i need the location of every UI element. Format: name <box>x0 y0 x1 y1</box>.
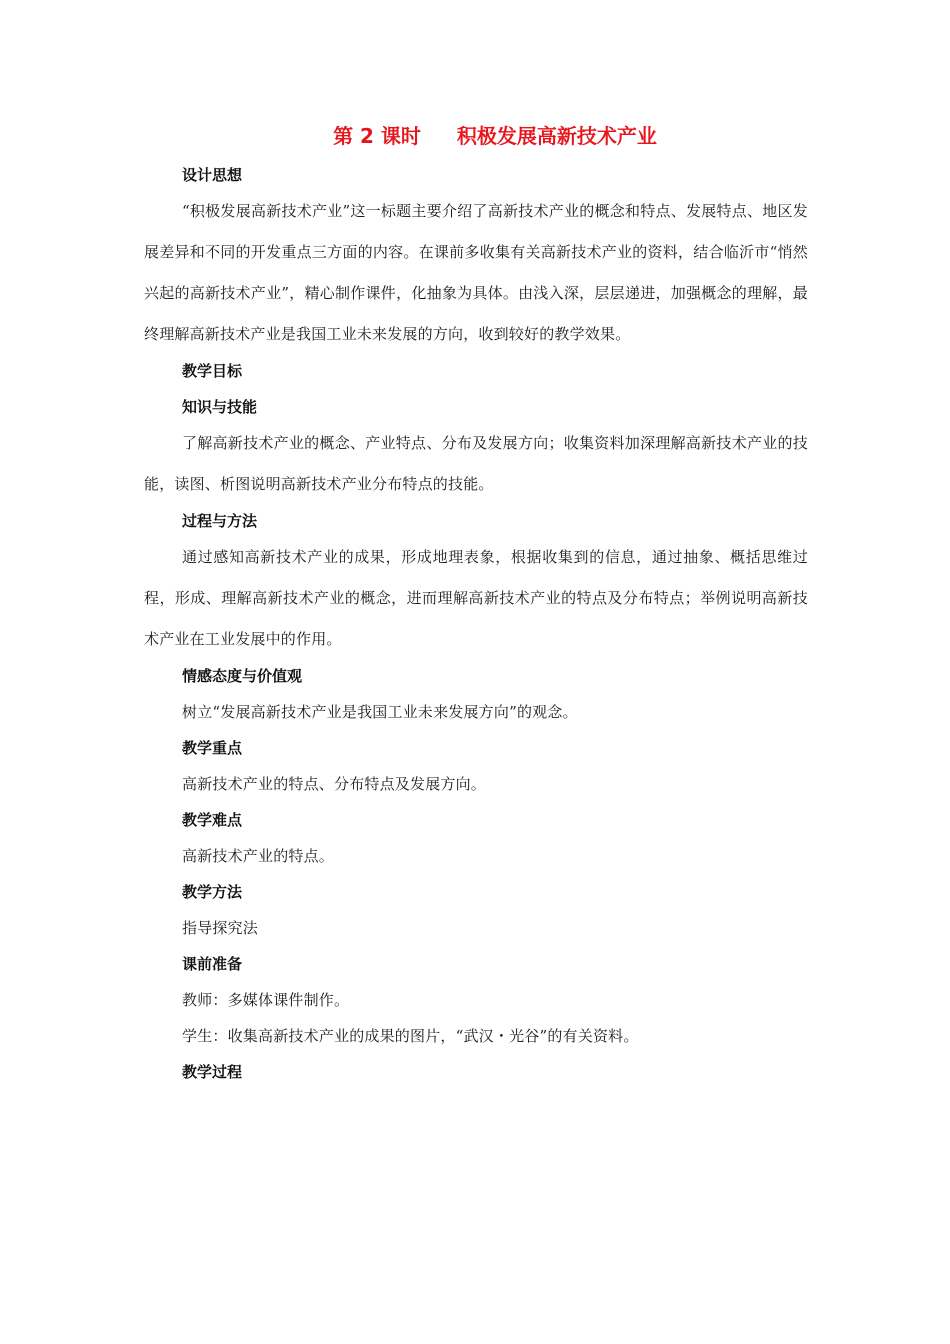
heading-teaching-procedure: 教学过程 <box>182 1063 243 1081</box>
heading-knowledge-skills: 知识与技能 <box>182 398 258 416</box>
line-key-point: 高新技术产业的特点、分布特点及发展方向。 <box>182 775 487 793</box>
lesson-number: 第 2 课时 <box>333 124 421 148</box>
paragraph-knowledge-skills: 了解高新技术产业的概念、产业特点、分布及发展方向；收集资料加深理解高新技术产业的技能，读图、析图说明高新技术产业分布特点的技能。 <box>144 434 808 493</box>
heading-design-idea: 设计思想 <box>182 166 243 184</box>
line-preparation-student: 学生：收集高新技术产业的成果的图片，“武汉・光谷”的有关资料。 <box>182 1027 639 1045</box>
heading-key-point: 教学重点 <box>182 739 243 757</box>
paragraph-process-methods: 通过感知高新技术产业的成果，形成地理表象，根据收集到的信息，通过抽象、概括思维过程，形成、理解高新技术产业的概念，进而理解高新技术产业的特点及分布特点；举例说明高新技术产业在工业发展中的作用。 <box>144 548 808 648</box>
line-emotion-values: 树立“发展高新技术产业是我国工业未来发展方向”的观念。 <box>182 703 578 721</box>
heading-emotion-values: 情感态度与价值观 <box>182 667 303 685</box>
lesson-topic: 积极发展高新技术产业 <box>456 124 657 148</box>
heading-teaching-goals: 教学目标 <box>182 362 243 380</box>
document-body <box>144 163 808 1096</box>
heading-preparation: 课前准备 <box>182 955 243 973</box>
paragraph-design-idea: “积极发展高新技术产业”这一标题主要介绍了高新技术产业的概念和特点、发展特点、地区发展差异和不同的开发重点三方面的内容。在课前多收集有关高新技术产业的资料，结合临沂市“悄然兴起的高新技术产业”，精心制作课件，化抽象为具体。由浅入深，层层递进，加强概念的理解，最终理解高新技术产业是我国工业未来发展的方向，收到较好的教学效果。 <box>144 202 808 343</box>
line-difficulty: 高新技术产业的特点。 <box>182 847 335 865</box>
heading-process-methods: 过程与方法 <box>182 512 258 530</box>
line-teaching-method: 指导探究法 <box>182 919 259 937</box>
line-preparation-teacher: 教师：多媒体课件制作。 <box>182 991 350 1009</box>
heading-teaching-method: 教学方法 <box>182 883 243 901</box>
heading-difficulty: 教学难点 <box>182 811 243 829</box>
page-title <box>0 122 950 150</box>
